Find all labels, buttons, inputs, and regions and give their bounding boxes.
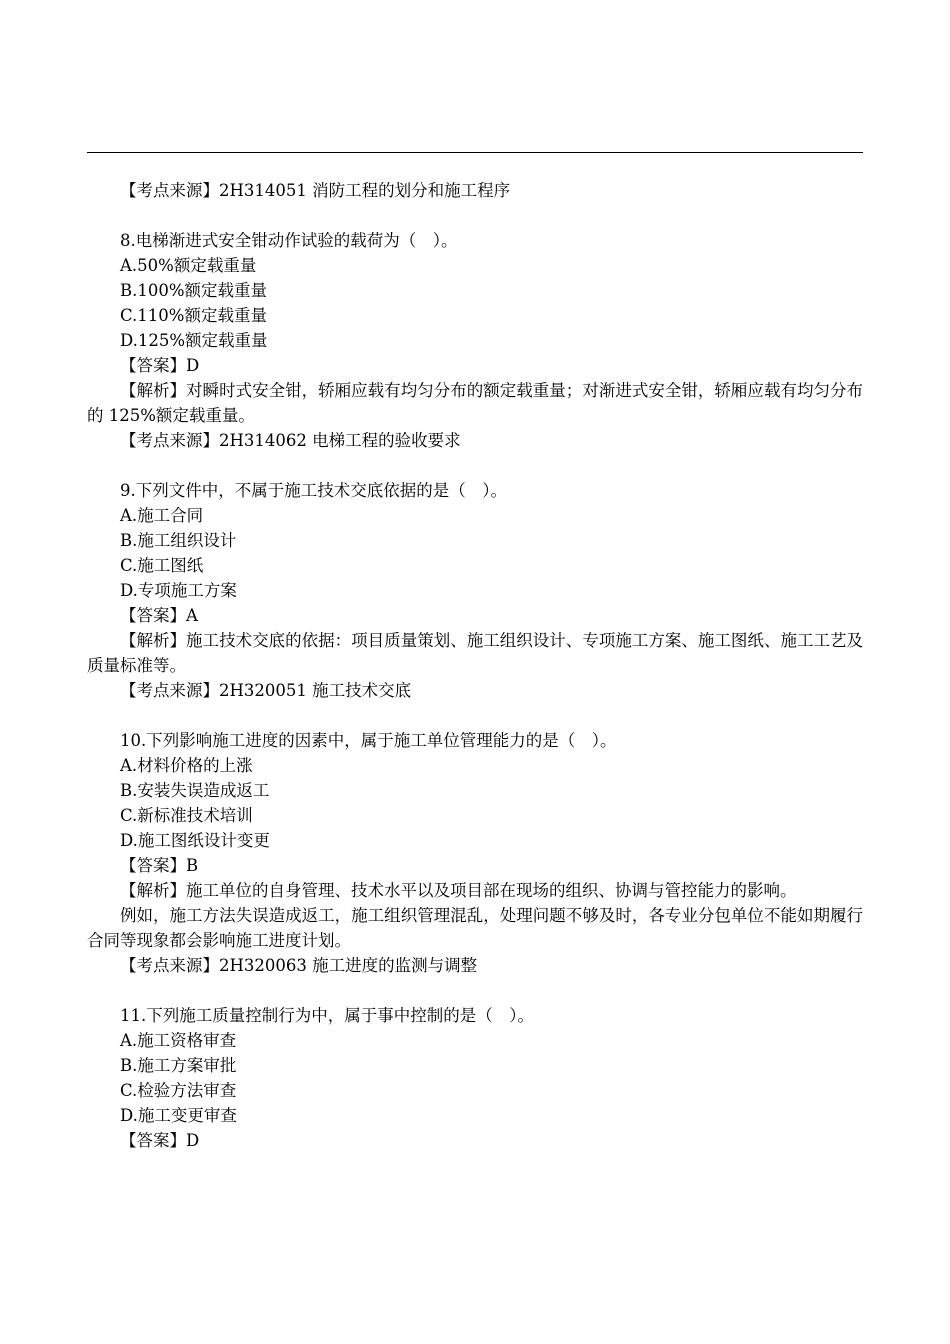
q8-option-b: B.100%额定载重量 bbox=[120, 281, 268, 300]
q8-stem: 8.电梯渐进式安全钳动作试验的载荷为（ ）。 bbox=[120, 231, 458, 250]
q9-option-c: C.施工图纸 bbox=[120, 556, 204, 575]
q9-source: 【考点来源】2H320051 施工技术交底 bbox=[120, 681, 412, 700]
q8-source: 【考点来源】2H314062 电梯工程的验收要求 bbox=[120, 431, 461, 450]
question-11 bbox=[87, 1003, 863, 1153]
q11-option-b: B.施工方案审批 bbox=[120, 1056, 237, 1075]
q10-source: 【考点来源】2H320063 施工进度的监测与调整 bbox=[120, 956, 478, 975]
q10-stem: 10.下列影响施工进度的因素中，属于施工单位管理能力的是（ ）。 bbox=[120, 731, 617, 750]
question-8 bbox=[87, 228, 863, 453]
q10-option-c: C.新标准技术培训 bbox=[120, 806, 253, 825]
q7-source: 【考点来源】2H314051 消防工程的划分和施工程序 bbox=[120, 181, 511, 200]
question-10 bbox=[87, 728, 863, 978]
header-rule bbox=[87, 152, 863, 153]
q9-option-b: B.施工组织设计 bbox=[120, 531, 237, 550]
q9-analysis: 【解析】施工技术交底的依据：项目质量策划、施工组织设计、专项施工方案、施工图纸、施工工艺及质量标准等。 bbox=[87, 631, 863, 675]
q10-option-a: A.材料价格的上涨 bbox=[120, 756, 253, 775]
q10-option-b: B.安装失误造成返工 bbox=[120, 781, 270, 800]
q10-answer: 【答案】B bbox=[120, 856, 199, 875]
q8-answer: 【答案】D bbox=[120, 356, 200, 375]
question-9 bbox=[87, 478, 863, 703]
q11-option-a: A.施工资格审查 bbox=[120, 1031, 237, 1050]
q11-stem: 11.下列施工质量控制行为中，属于事中控制的是（ ）。 bbox=[120, 1006, 534, 1025]
q9-answer: 【答案】A bbox=[120, 606, 198, 625]
q11-option-d: D.施工变更审查 bbox=[120, 1106, 237, 1125]
document-body bbox=[87, 178, 863, 1153]
q9-stem: 9.下列文件中，不属于施工技术交底依据的是（ ）。 bbox=[120, 481, 507, 500]
q11-option-c: C.检验方法审查 bbox=[120, 1081, 237, 1100]
q8-analysis: 【解析】对瞬时式安全钳，轿厢应载有均匀分布的额定载重量；对渐进式安全钳，轿厢应载有均匀分布的 125%额定载重量。 bbox=[87, 381, 863, 425]
q11-answer: 【答案】D bbox=[120, 1131, 200, 1150]
q9-option-a: A.施工合同 bbox=[120, 506, 204, 525]
q8-option-a: A.50%额定载重量 bbox=[120, 256, 257, 275]
q10-analysis: 【解析】施工单位的自身管理、技术水平以及项目部在现场的组织、协调与管控能力的影响。 bbox=[120, 881, 797, 900]
q9-option-d: D.专项施工方案 bbox=[120, 581, 237, 600]
q8-option-d: D.125%额定载重量 bbox=[120, 331, 268, 350]
q10-option-d: D.施工图纸设计变更 bbox=[120, 831, 270, 850]
q10-example: 例如，施工方法失误造成返工，施工组织管理混乱，处理问题不够及时，各专业分包单位不能如期履行合同等现象都会影响施工进度计划。 bbox=[87, 906, 863, 950]
q8-option-c: C.110%额定载重量 bbox=[120, 306, 267, 325]
